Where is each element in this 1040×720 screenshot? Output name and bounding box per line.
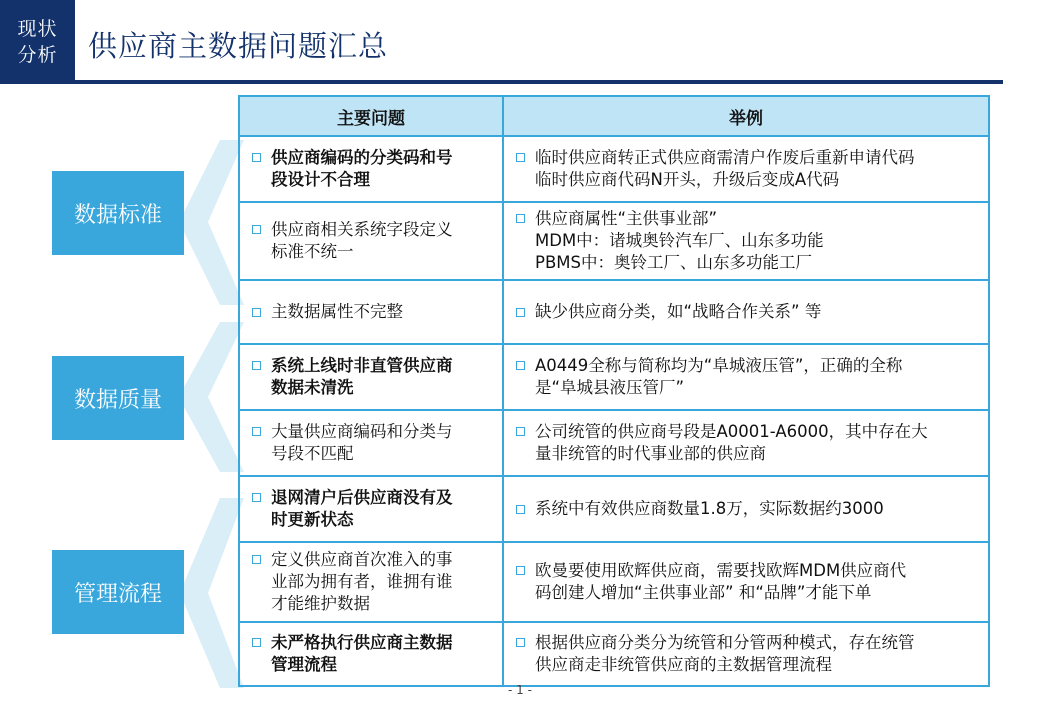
table-row: [239, 542, 989, 622]
category-management-process: 管理流程: [52, 550, 184, 634]
example-text: 供应商属性“主供事业部” MDM中：诸城奥铃汽车厂、山东多功能 PBMS中：奥铃工厂、山东多功能工厂: [535, 209, 824, 272]
checkbox-bullet-icon: [516, 505, 525, 514]
checkbox-bullet-icon: [516, 308, 525, 317]
example-text: 欧曼要使用欧辉供应商，需要找欧辉MDM供应商代 码创建人增加“主供事业部” 和“品牌”才能下单: [535, 561, 907, 602]
example-text: 公司统管的供应商号段是A0001-A6000，其中存在大 量非统管的时代事业部的供应商: [535, 422, 928, 463]
header-main-issue: 主要问题: [239, 96, 503, 136]
checkbox-bullet-icon: [252, 427, 261, 436]
chevron-connector-standard: [184, 140, 244, 305]
category-data-standard: 数据标准: [52, 171, 184, 255]
table-row: [239, 410, 989, 476]
checkbox-bullet-icon: [252, 225, 261, 234]
chevron-connector-process: [184, 498, 244, 688]
problem-text: 系统上线时非直管供应商 数据未清洗: [271, 356, 453, 397]
page-title: 供应商主数据问题汇总: [88, 29, 389, 63]
checkbox-bullet-icon: [516, 214, 525, 223]
checkbox-bullet-icon: [516, 566, 525, 575]
checkbox-bullet-icon: [252, 153, 261, 162]
checkbox-bullet-icon: [252, 361, 261, 370]
title-underline: [75, 80, 1003, 84]
table-row: [239, 136, 989, 202]
checkbox-bullet-icon: [516, 638, 525, 647]
page-number: - 1 -: [508, 683, 532, 697]
checkbox-bullet-icon: [516, 361, 525, 370]
section-tag: [0, 0, 75, 84]
problem-text: 定义供应商首次准入的事 业部为拥有者，谁拥有谁 才能维护数据: [271, 550, 453, 613]
problem-text: 大量供应商编码和分类与 号段不匹配: [271, 422, 453, 463]
example-text: 系统中有效供应商数量1.8万，实际数据约3000: [535, 499, 884, 518]
problem-text: 供应商相关系统字段定义 标准不统一: [271, 220, 453, 261]
checkbox-bullet-icon: [252, 308, 261, 317]
table-header-row: [239, 96, 989, 136]
example-text: A0449全称与简称均为“阜城液压管”，正确的全称 是“阜城县液压管厂”: [535, 356, 903, 397]
table-row: [239, 622, 989, 686]
problem-text: 退网清户后供应商没有及 时更新状态: [271, 488, 453, 529]
category-data-quality: 数据质量: [52, 356, 184, 440]
example-text: 根据供应商分类分为统管和分管两种模式，存在统管 供应商走非统管供应商的主数据管理流程: [535, 633, 915, 674]
chevron-connector-quality: [184, 322, 244, 472]
issues-table: [238, 95, 990, 687]
checkbox-bullet-icon: [516, 427, 525, 436]
problem-text: 主数据属性不完整: [271, 302, 403, 321]
section-tag-line-2: 分析: [17, 44, 58, 66]
problem-text: 供应商编码的分类码和号 段设计不合理: [271, 148, 453, 189]
table-row: [239, 344, 989, 410]
checkbox-bullet-icon: [252, 493, 261, 502]
section-tag-line-1: 现状: [17, 18, 58, 40]
problem-text: 未严格执行供应商主数据 管理流程: [271, 633, 453, 674]
header-example: 举例: [503, 96, 989, 136]
checkbox-bullet-icon: [252, 638, 261, 647]
table-row: [239, 202, 989, 280]
example-text: 临时供应商转正式供应商需清户作废后重新申请代码 临时供应商代码N开头，升级后变成A代码: [535, 148, 915, 189]
table-row: [239, 476, 989, 542]
table-row: [239, 280, 989, 344]
checkbox-bullet-icon: [516, 153, 525, 162]
example-text: 缺少供应商分类，如“战略合作关系” 等: [535, 302, 822, 321]
checkbox-bullet-icon: [252, 555, 261, 564]
